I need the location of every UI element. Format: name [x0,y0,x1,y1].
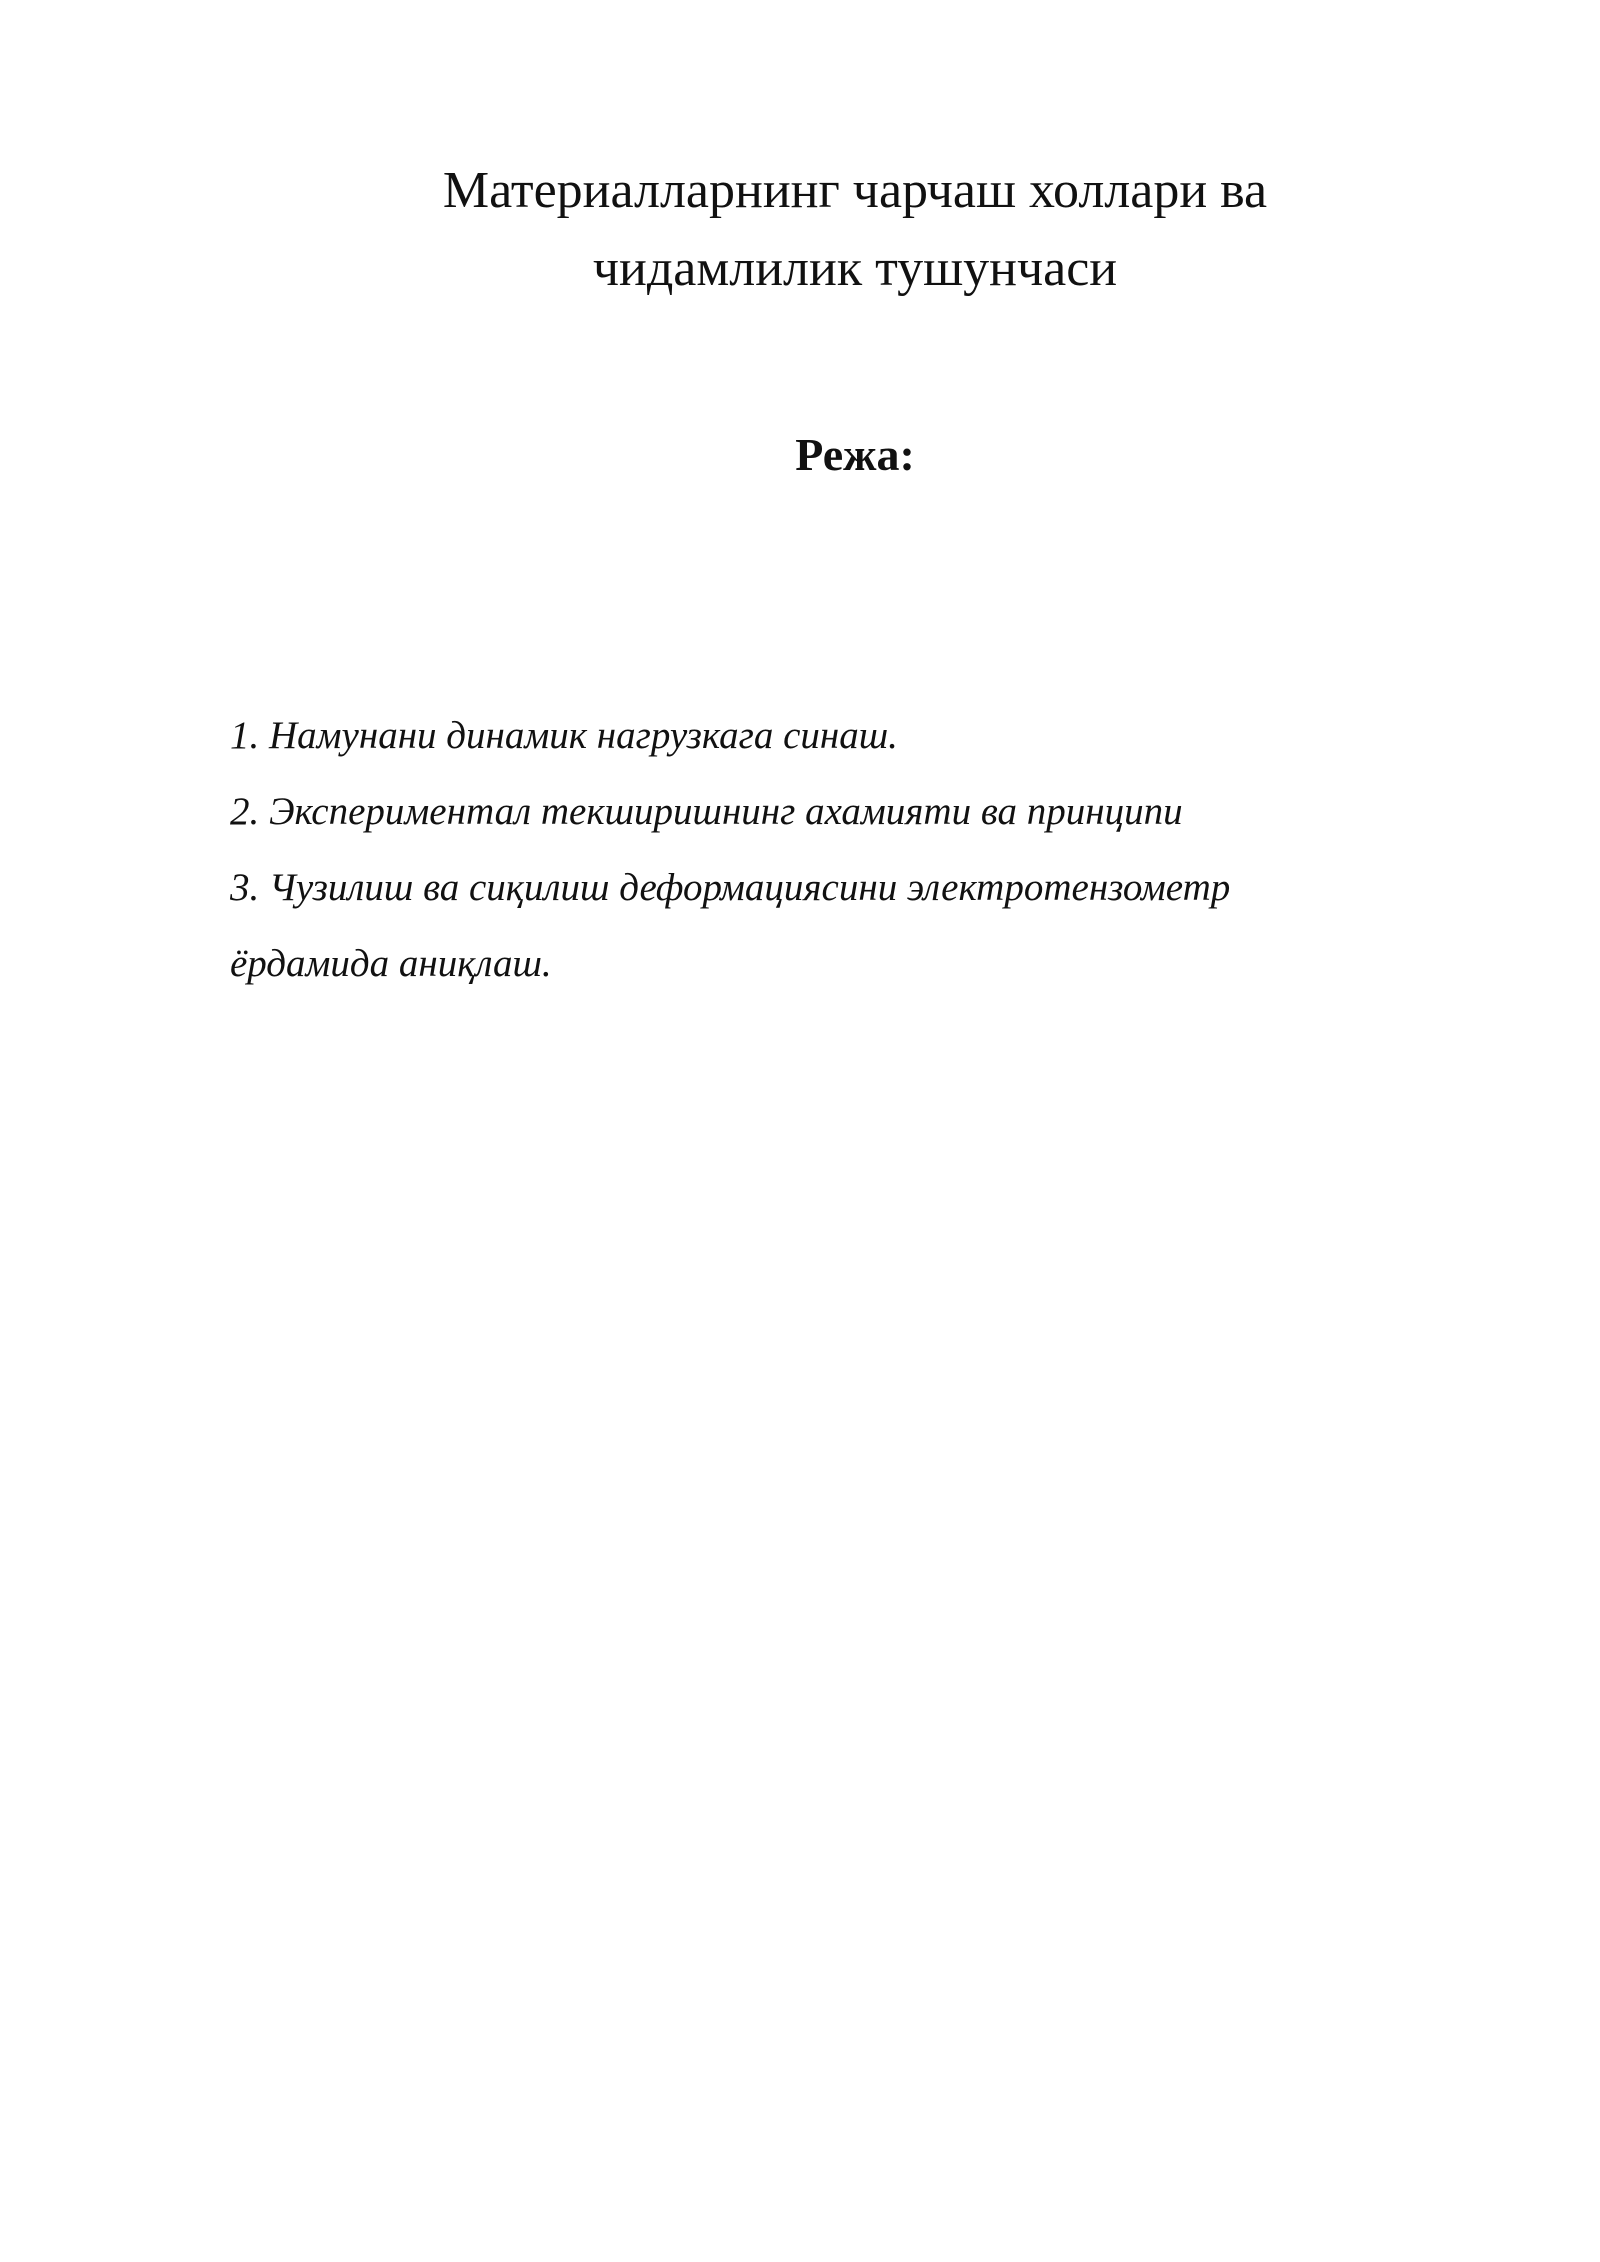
plan-item: 3. Чузилиш ва сиқилиш деформациясини электротензометр [230,866,1231,909]
title-line: чидамлилик тушунчаси [592,240,1118,297]
title-line: Материалларнинг чарчаш холлари ва [442,162,1268,219]
document-title [330,152,1380,308]
plan-item: 1. Намунани динамик нагрузкага синаш. [230,714,898,757]
plan-item: ёрдамида аниқлаш. [230,942,552,985]
plan-heading: Режа: [795,429,915,480]
plan-item: 2. Экспериментал текширишнинг ахамияти ва принципи [230,790,1183,833]
plan-list [230,698,1410,1002]
